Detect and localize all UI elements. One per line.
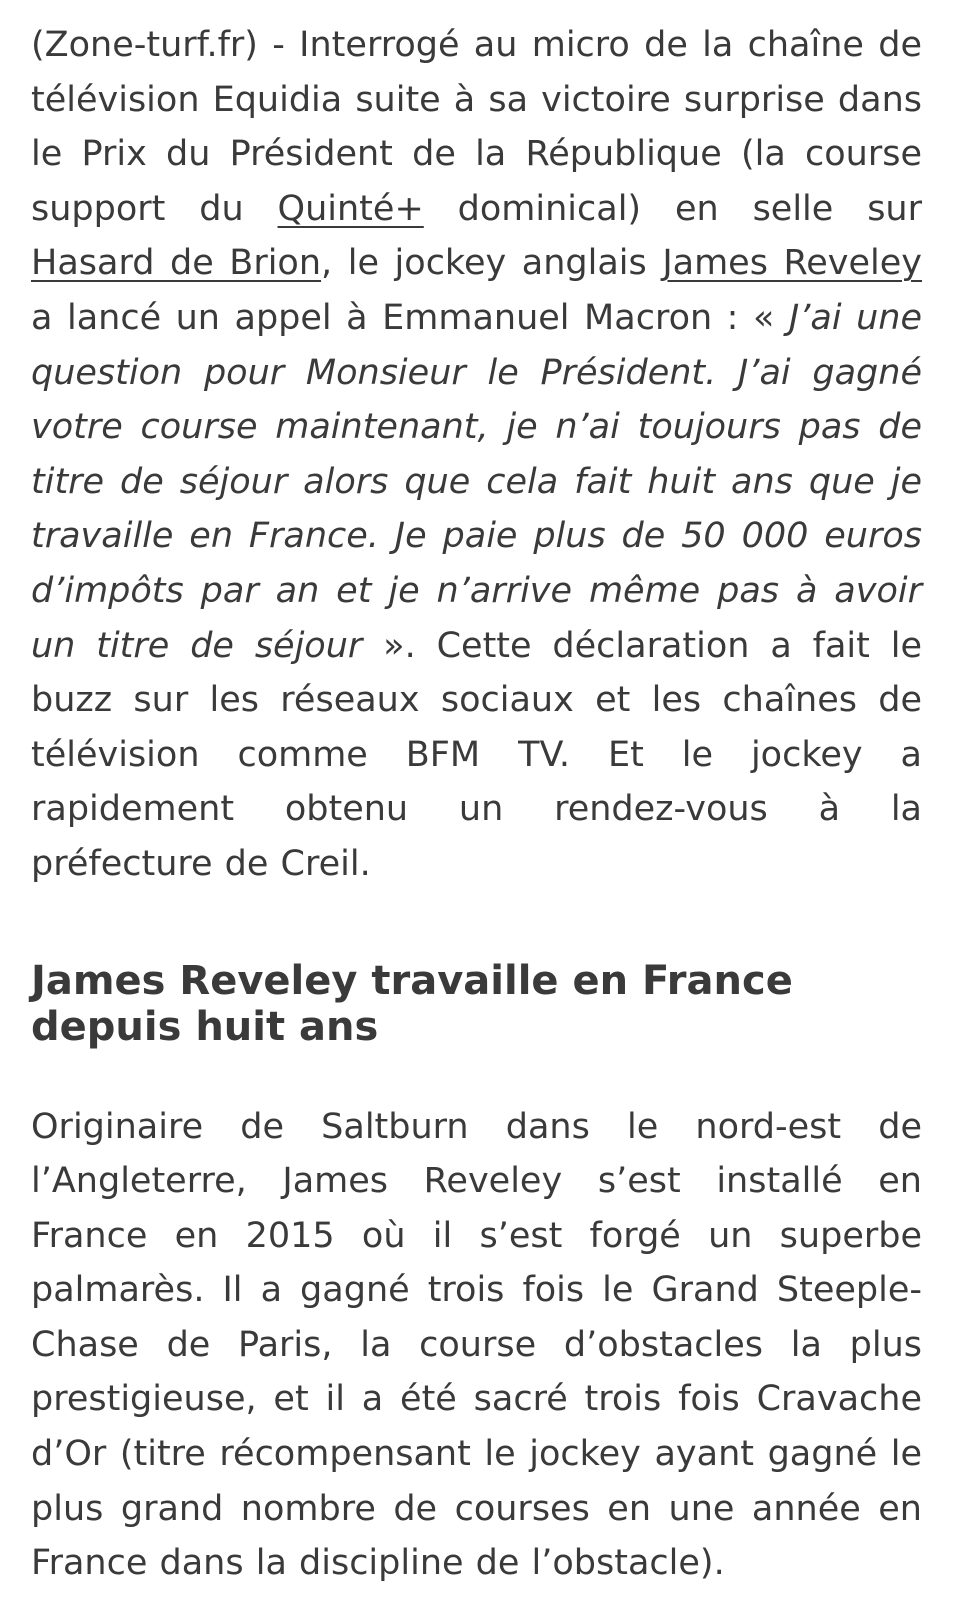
james-reveley-link[interactable]: James Reveley	[662, 243, 923, 284]
hasard-de-brion-link[interactable]: Hasard de Brion	[31, 243, 322, 284]
quinte-link[interactable]: Quinté+	[277, 188, 424, 229]
intro-mid-text-2: , le jockey anglais	[321, 243, 663, 284]
intro-mid-text-1: dominical) en selle sur	[423, 188, 923, 229]
intro-mid-text-3: a lancé un appel à Emmanuel Macron : «	[31, 297, 789, 338]
article-paragraph-career: Originaire de Saltburn dans le nord-est de l’Angleterre, James Reveley s’est installé en France en 2015 où il s’est forgé un superbe palmarès. Il a gagné trois fois le Grand Steeple-Chase de Paris, la course d’obstacles la plus prestigieuse, et il a été sacré trois fois Cravache d’Or (titre récompensant le jockey ayant gagné le plus grand nombre de courses en une année en France dans la discipline de l’obstacle).	[31, 1106, 922, 1584]
article-paragraph-intro	[31, 18, 922, 892]
jockey-quote: J’ai une question pour Monsieur le Président. J’ai gagné votre course maintenant, je n’ai toujours pas de titre de séjour alors que cela fait huit ans que je travaille en France. Je paie plus de 50 000 euros d’impôts par an et je n’arrive même pas à avoir un titre de séjour	[31, 297, 922, 666]
intro-lead-text: (Zone-turf.fr) - Interrogé au micro de la chaîne de télévision Equidia suite à sa victoire surprise dans le Prix du Président de la République (la course support du	[31, 25, 922, 229]
intro-tail-text: ». Cette déclaration a fait le buzz sur les réseaux sociaux et les chaînes de télévision comme BFM TV. Et le jockey a rapidement obtenu un rendez-vous à la préfecture de Creil.	[31, 625, 922, 884]
section-heading: James Reveley travaille en France depuis huit ans	[31, 957, 793, 1050]
